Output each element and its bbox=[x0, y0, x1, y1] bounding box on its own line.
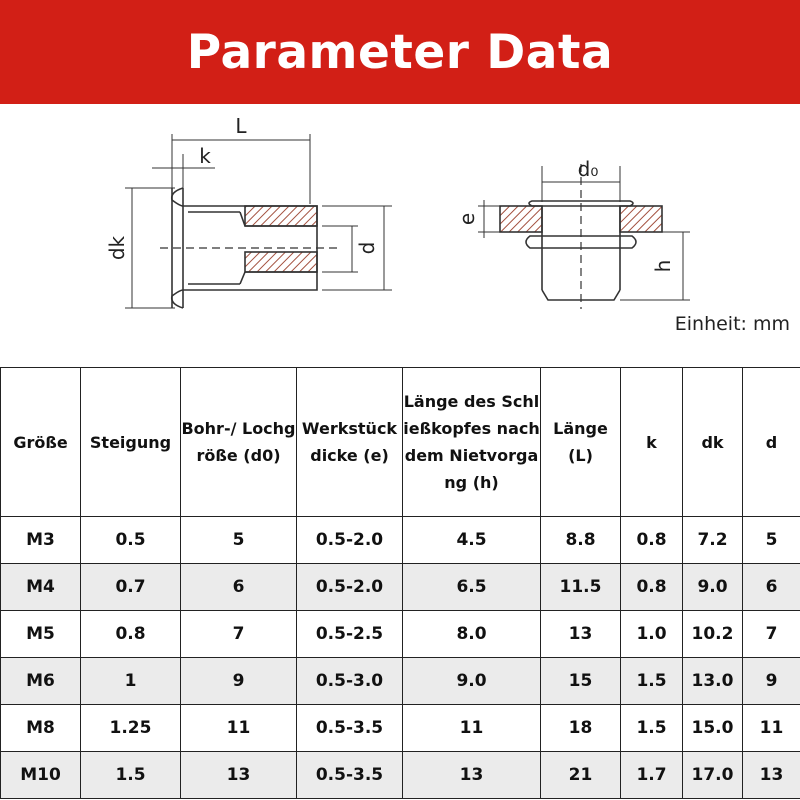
header-bohr-lochgroesse: Bohr-/ Lochgröße (d0) bbox=[181, 368, 297, 517]
table-cell: 15 bbox=[541, 658, 621, 705]
table-cell: 0.5-2.0 bbox=[297, 517, 403, 564]
table-cell: 6.5 bbox=[403, 564, 541, 611]
table-cell: 1.5 bbox=[621, 658, 683, 705]
title-banner bbox=[0, 0, 800, 104]
unit-label: Einheit: mm bbox=[674, 313, 790, 335]
side-view bbox=[125, 134, 392, 308]
table-cell: M10 bbox=[1, 752, 81, 799]
header-schliesskopf-laenge: Länge des Schließkopfes nach dem Nietvorgang (h) bbox=[403, 368, 541, 517]
table-cell: 11.5 bbox=[541, 564, 621, 611]
table-cell: 13 bbox=[743, 752, 800, 799]
table-cell: 1.25 bbox=[81, 705, 181, 752]
label-h: h bbox=[651, 259, 675, 273]
table-cell: 10.2 bbox=[683, 611, 743, 658]
table-row bbox=[1, 517, 800, 564]
label-d: d bbox=[355, 241, 379, 255]
table-cell: 13 bbox=[541, 611, 621, 658]
table-cell: 7.2 bbox=[683, 517, 743, 564]
table-cell: 0.7 bbox=[81, 564, 181, 611]
table-cell: 8.8 bbox=[541, 517, 621, 564]
table-cell: 1.5 bbox=[81, 752, 181, 799]
header-laenge: Länge (L) bbox=[541, 368, 621, 517]
table-cell: 0.8 bbox=[81, 611, 181, 658]
table-cell: 13.0 bbox=[683, 658, 743, 705]
table-cell: 13 bbox=[403, 752, 541, 799]
table-header-row bbox=[1, 368, 800, 517]
label-dk: dk bbox=[105, 235, 129, 261]
table-cell: 17.0 bbox=[683, 752, 743, 799]
header-k: k bbox=[621, 368, 683, 517]
table-cell: 7 bbox=[181, 611, 297, 658]
table-cell: 13 bbox=[181, 752, 297, 799]
table-cell: 1.7 bbox=[621, 752, 683, 799]
label-d0: d₀ bbox=[577, 157, 599, 181]
installed-view bbox=[478, 164, 690, 309]
table-cell: 1.5 bbox=[621, 705, 683, 752]
table-cell: 7 bbox=[743, 611, 800, 658]
table-cell: 4.5 bbox=[403, 517, 541, 564]
table-row bbox=[1, 705, 800, 752]
table-cell: 15.0 bbox=[683, 705, 743, 752]
table-cell: 11 bbox=[743, 705, 800, 752]
label-L: L bbox=[235, 114, 247, 138]
table-cell: 5 bbox=[181, 517, 297, 564]
table-cell: 21 bbox=[541, 752, 621, 799]
table-cell: 0.8 bbox=[621, 564, 683, 611]
table-row bbox=[1, 658, 800, 705]
table-cell: 6 bbox=[743, 564, 800, 611]
table-row bbox=[1, 564, 800, 611]
header-steigung: Steigung bbox=[81, 368, 181, 517]
table-cell: 0.8 bbox=[621, 517, 683, 564]
label-k: k bbox=[199, 144, 211, 168]
table-cell: 1.0 bbox=[621, 611, 683, 658]
table-cell: 11 bbox=[403, 705, 541, 752]
header-d: d bbox=[743, 368, 800, 517]
table-cell: 0.5-3.5 bbox=[297, 752, 403, 799]
parameter-table bbox=[0, 367, 800, 800]
table-cell: M3 bbox=[1, 517, 81, 564]
table-cell: M4 bbox=[1, 564, 81, 611]
table-cell: 9.0 bbox=[683, 564, 743, 611]
table-row bbox=[1, 611, 800, 658]
label-e: e bbox=[455, 212, 479, 226]
table-cell: 0.5-3.0 bbox=[297, 658, 403, 705]
table-cell: 9 bbox=[743, 658, 800, 705]
table-cell: 9.0 bbox=[403, 658, 541, 705]
header-groesse: Größe bbox=[1, 368, 81, 517]
table-cell: M6 bbox=[1, 658, 81, 705]
table-cell: 18 bbox=[541, 705, 621, 752]
table-cell: M5 bbox=[1, 611, 81, 658]
table-cell: 0.5-2.5 bbox=[297, 611, 403, 658]
table-cell: 0.5 bbox=[81, 517, 181, 564]
table-cell: 0.5-2.0 bbox=[297, 564, 403, 611]
table-cell: 5 bbox=[743, 517, 800, 564]
table-cell: 1 bbox=[81, 658, 181, 705]
table-cell: M8 bbox=[1, 705, 81, 752]
table-cell: 6 bbox=[181, 564, 297, 611]
page-title: Parameter Data bbox=[186, 24, 614, 80]
table-cell: 8.0 bbox=[403, 611, 541, 658]
header-werkstueckdicke: Werkstückdicke (e) bbox=[297, 368, 403, 517]
table-row bbox=[1, 752, 800, 799]
table-cell: 0.5-3.5 bbox=[297, 705, 403, 752]
table-cell: 11 bbox=[181, 705, 297, 752]
header-dk: dk bbox=[683, 368, 743, 517]
table-cell: 9 bbox=[181, 658, 297, 705]
